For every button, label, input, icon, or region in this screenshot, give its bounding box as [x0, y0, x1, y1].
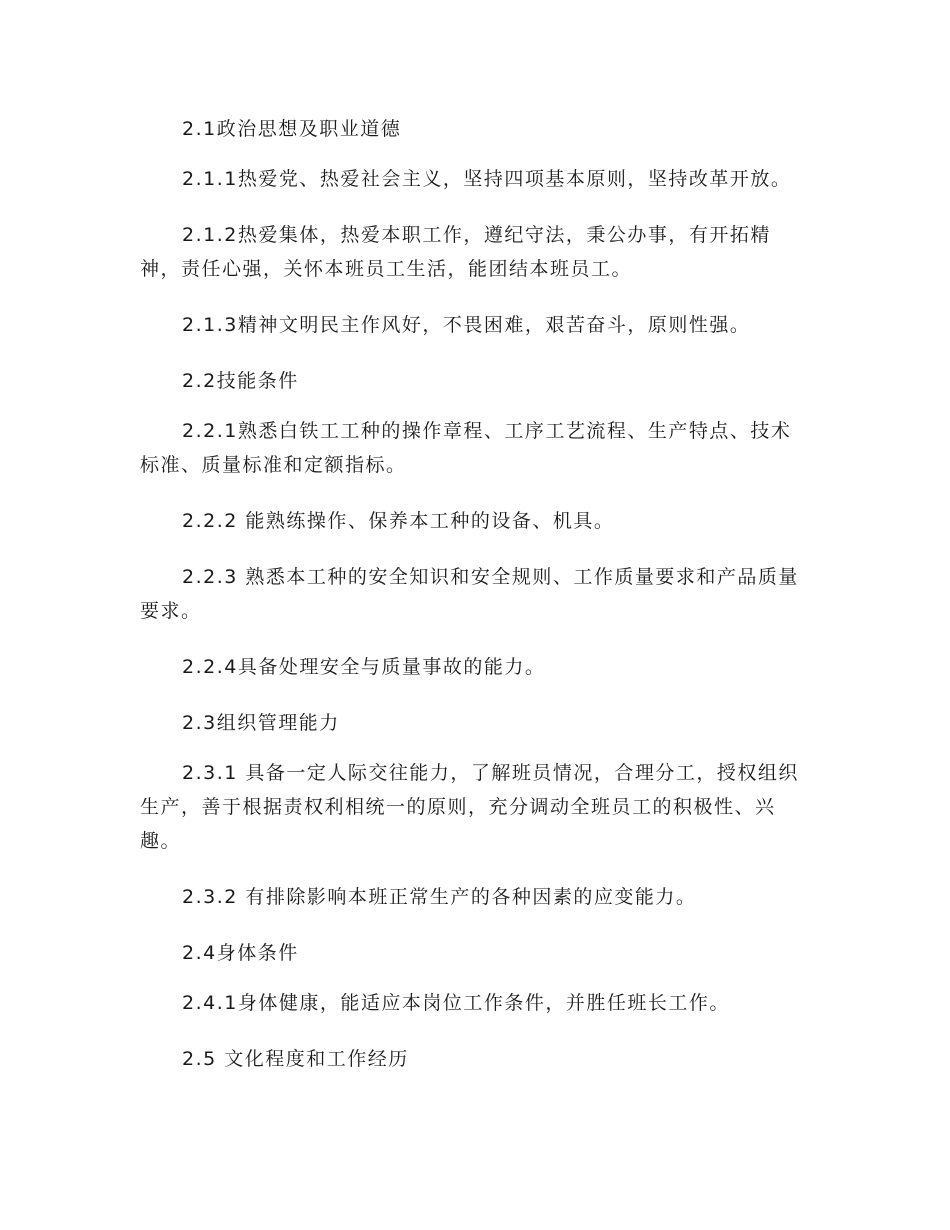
paragraph-2-1-1: 2.1.1热爱党、热爱社会主义，坚持四项基本原则，坚持改革开放。	[182, 168, 792, 190]
section-heading-2-1: 2.1政治思想及职业道德	[182, 118, 402, 140]
section-heading-2-5: 2.5 文化程度和工作经历	[182, 1048, 409, 1070]
section-heading-2-3: 2.3组织管理能力	[182, 712, 340, 734]
paragraph-2-2-1: 2.2.1熟悉白铁工工种的操作章程、工序工艺流程、生产特点、技术标准、质量标准和定额指标。	[140, 420, 792, 476]
paragraph-2-2-2: 2.2.2 能熟练操作、保养本工种的设备、机具。	[182, 510, 615, 532]
paragraph-2-1-3: 2.1.3精神文明民主作风好，不畏困难，艰苦奋斗，原则性强。	[182, 314, 751, 336]
section-heading-2-4: 2.4身体条件	[182, 942, 299, 964]
paragraph-2-1-2: 2.1.2热爱集体，热爱本职工作，遵纪守法，秉公办事，有开拓精神，责任心强，关怀本班员工生活，能团结本班员工。	[140, 224, 771, 280]
paragraph-2-4-1: 2.4.1身体健康，能适应本岗位工作条件，并胜任班长工作。	[182, 992, 730, 1014]
paragraph-2-2-4: 2.2.4具备处理安全与质量事故的能力。	[182, 656, 546, 678]
paragraph-2-3-2: 2.3.2 有排除影响本班正常生产的各种因素的应变能力。	[182, 886, 697, 908]
section-heading-2-2: 2.2技能条件	[182, 370, 299, 392]
paragraph-2-3-1: 2.3.1 具备一定人际交往能力，了解班员情况，合理分工，授权组织生产，善于根据责权利相统一的原则，充分调动全班员工的积极性、兴趣。	[140, 762, 799, 852]
paragraph-2-2-3: 2.2.3 熟悉本工种的安全知识和安全规则、工作质量要求和产品质量要求。	[140, 566, 799, 622]
